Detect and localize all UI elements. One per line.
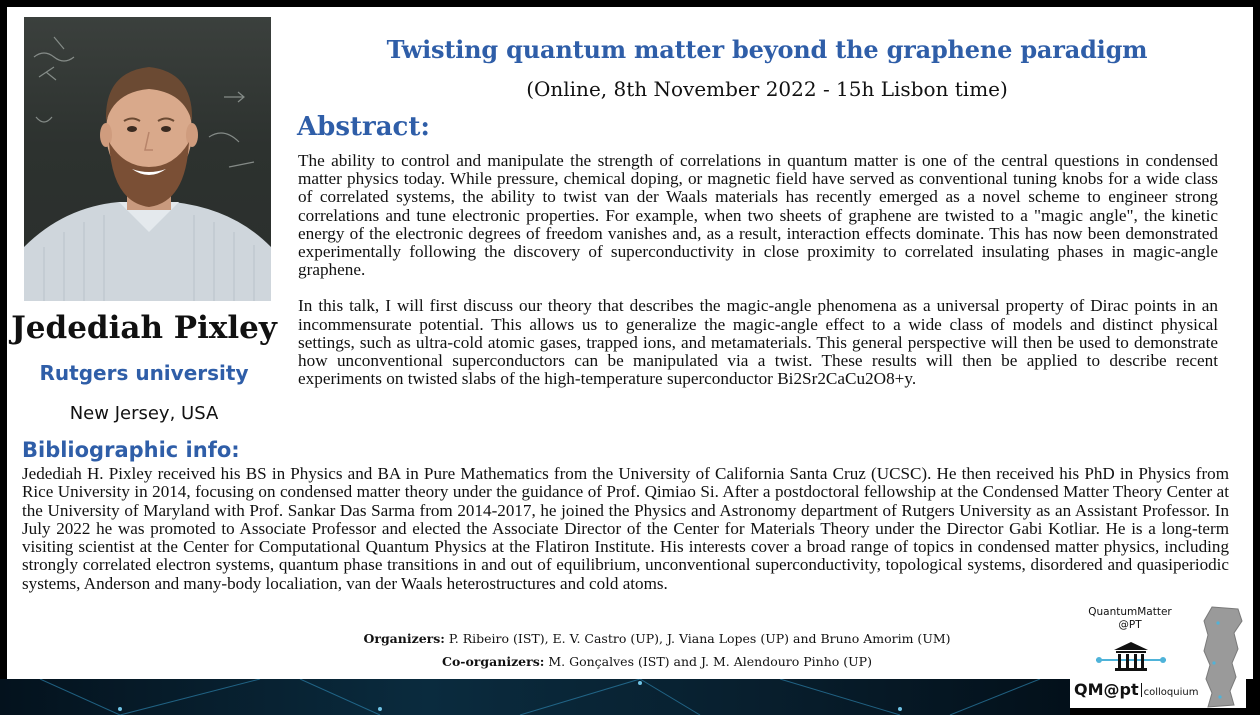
abstract-body: [298, 152, 1218, 406]
poster-card: [7, 7, 1253, 679]
coorganizers-names: M. Gonçalves (IST) and J. M. Alendouro Pinho (UP): [548, 654, 872, 669]
logo-caption: [1080, 606, 1180, 632]
logo-caption-line2: @PT: [1118, 619, 1142, 631]
coorganizers-line: [307, 654, 1007, 669]
bio-heading: Bibliographic info:: [22, 438, 240, 462]
talk-date: (Online, 8th November 2022 - 15h Lisbon time): [526, 77, 1008, 101]
abstract-paragraph-1: The ability to control and manipulate the strength of correlations in quantum matter is one of the central questions in condensed matter physics today. While pressure, chemical doping, or magnetic field have served as conventional tuning knobs for a wide class of correlated systems, the ability to twist van der Waals materials has recently emerged as a novel scheme to engineer strong correlations and tune electronic properties. For example, when two sheets of graphene are twisted to a "magic angle", the kinetic energy of the electronic degrees of freedom vanishes and, as a result, interaction effects dominate. This has now been demonstrated experimentally following the discovery of superconductivity in close proximity to correlated insulating phases in magic-angle graphene.: [298, 151, 1218, 280]
logo-wordmark: [1074, 680, 1198, 704]
abstract-heading: Abstract:: [297, 112, 430, 142]
organizers-line: [307, 631, 1007, 646]
decorative-network-strip: [0, 679, 1070, 715]
speaker-affiliation: Rutgers university: [39, 361, 249, 385]
talk-title: Twisting quantum matter beyond the graphene paradigm: [386, 35, 1148, 64]
logo-brand-main: QM@pt: [1074, 680, 1139, 699]
logo-brand-sub: colloquium: [1143, 687, 1199, 698]
institution-icon: [1096, 640, 1166, 674]
speaker-location: New Jersey, USA: [69, 403, 219, 424]
logo-caption-line1: QuantumMatter: [1088, 606, 1172, 618]
abstract-paragraph-2: In this talk, I will first discuss our theory that describes the magic-angle phenomena as a universal property of Dirac points in an incommensurate potential. This allows us to generalize the magic-angle effect to a wide class of models and distinct physical settings, such as ultra-cold atomic gases, trapped ions, and metamaterials. This general perspective will then be used to demonstrate how unconventional superconductors can be manipulated via a twist. These results will then be applied to describe recent experiments on twisted slabs of the high-temperature superconductor Bi2Sr2CaCu2O8+y.: [298, 296, 1218, 389]
speaker-name: Jedediah Pixley: [11, 310, 277, 346]
organizers-names: P. Ribeiro (IST), E. V. Castro (UP), J. Viana Lopes (UP) and Bruno Amorim (UM): [448, 631, 951, 646]
organizers-label: Organizers:: [363, 631, 445, 646]
bio-text: Jedediah H. Pixley received his BS in Physics and BA in Pure Mathematics from the University of California Santa Cruz (UCSC). He then received his PhD in Physics from Rice University in 2014, focusing on condensed matter theory under the guidance of Prof. Qimiao Si. After a postdoctoral fellowship at the Condensed Matter Theory Center at the University of Maryland with Prof. Sankar Das Sarma from 2014-2017, he joined the Physics and Astronomy department of Rutgers University as an Assistant Professor. In July 2022 he was promoted to Associate Professor and elected the Associate Director of the Center for Materials Theory under the Director Gabi Kotliar. He is a long-term visiting scientist at the Center for Computational Quantum Physics at the Flatiron Institute. His interests cover a broad range of topics in condensed matter physics, including strongly correlated electron systems, quantum phase transitions in and out of equilibrium, unconventional superconductivity, topological systems, disordered and quasiperiodic systems, Anderson and many-body localiation, van der Waals heterostructures and cold atoms.: [22, 464, 1229, 593]
coorganizers-label: Co-organizers:: [442, 654, 545, 669]
portugal-map-icon: [1198, 605, 1250, 709]
speaker-photo: [24, 17, 271, 301]
